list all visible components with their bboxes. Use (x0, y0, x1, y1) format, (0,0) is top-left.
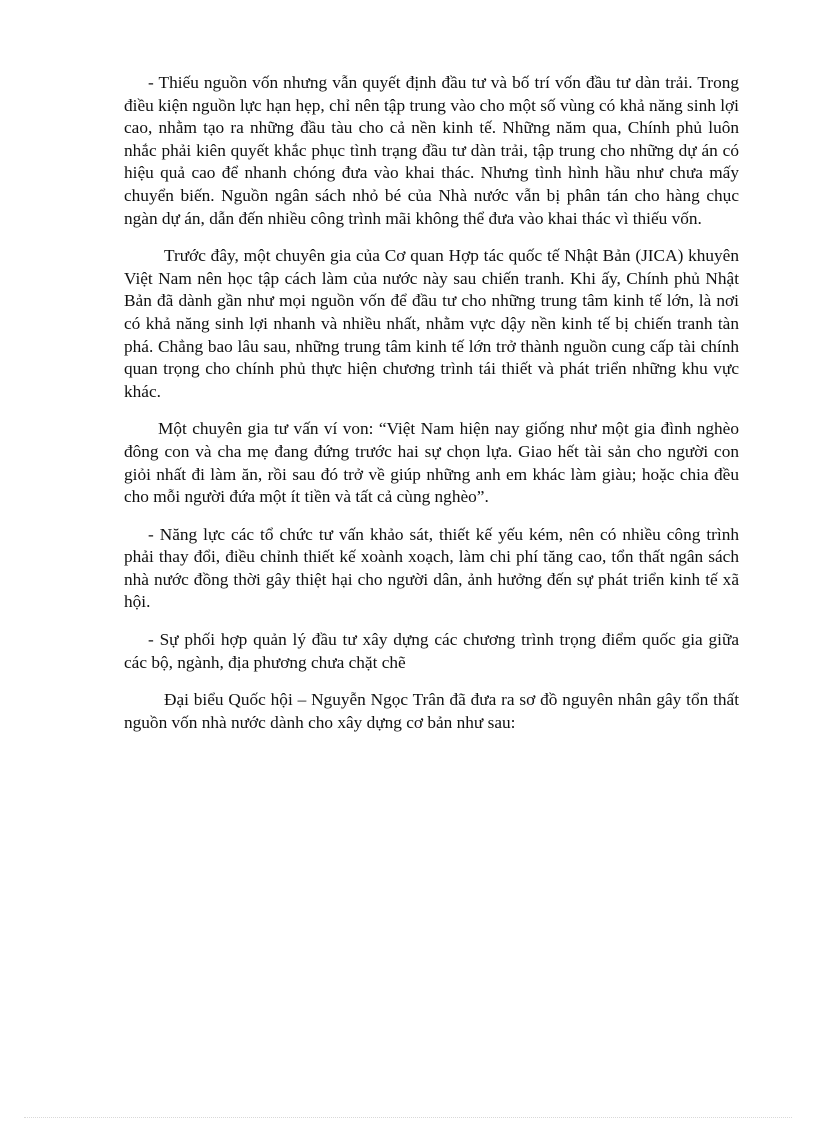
paragraph-dispersed-investment: - Thiếu nguồn vốn nhưng vẫn quyết định đầu tư và bố trí vốn đầu tư dàn trải. Trong điều kiện nguồn lực hạn hẹp, chỉ nên tập trung vào cho một số vùng có khả năng sinh lợi cao, nhằm tạo ra những đầu tàu cho cả nền kinh tế. Những năm qua, Chính phủ luôn nhắc phải kiên quyết khắc phục tình trạng đầu tư dàn trải, tập trung cho những dự án có hiệu quả cao để nhanh chóng đưa vào khai thác. Nhưng tình hình hầu như chưa mấy chuyển biến. Nguồn ngân sách nhỏ bé của Nhà nước vẫn bị phân tán cho hàng chục ngàn dự án, dẫn đến nhiều công trình mãi không thể đưa vào khai thác vì thiếu vốn. (124, 73, 739, 228)
document-body (124, 72, 739, 749)
paragraph-expert-quote: Một chuyên gia tư vấn ví von: “Việt Nam hiện nay giống như một gia đình nghèo đông con và cha mẹ đang đứng trước hai sự chọn lựa. Giao hết tài sản cho người con giỏi nhất đi làm ăn, rồi sau đó trở về giúp những anh em khác làm giàu; hoặc chia đều cho mỗi người đứa một ít tiền và tất cả cùng nghèo”. (124, 419, 739, 507)
paragraph-coordination: - Sự phối hợp quản lý đầu tư xây dựng các chương trình trọng điểm quốc gia giữa các bộ, ngành, địa phương chưa chặt chẽ (124, 630, 739, 672)
paragraph-jica-advice: Trước đây, một chuyên gia của Cơ quan Hợp tác quốc tế Nhật Bản (JICA) khuyên Việt Nam nên học tập cách làm của nước này sau chiến tranh. Khi ấy, Chính phủ Nhật Bản đã dành gần như mọi nguồn vốn để đầu tư cho những trung tâm kinh tế lớn, là nơi có khả năng sinh lợi nhanh và nhiều nhất, nhằm vực dậy nền kinh tế bị chiến tranh tàn phá. Chẳng bao lâu sau, những trung tâm kinh tế lớn trở thành nguồn cung cấp tài chính quan trọng cho chính phủ thực hiện chương trình tái thiết và phát triển những khu vực khác. (124, 246, 739, 401)
page-bottom-border (24, 1117, 792, 1118)
paragraph-diagram-intro: Đại biểu Quốc hội – Nguyễn Ngọc Trân đã đưa ra sơ đồ nguyên nhân gây tổn thất nguồn vốn nhà nước dành cho xây dựng cơ bản như sau: (124, 690, 739, 732)
paragraph-consultant-capacity: - Năng lực các tổ chức tư vấn khảo sát, thiết kế yếu kém, nên có nhiều công trình phải thay đổi, điều chỉnh thiết kế xoành xoạch, làm chi phí tăng cao, tổn thất ngân sách nhà nước đồng thời gây thiệt hại cho người dân, ảnh hưởng đến sự phát triển kinh tế xã hội. (124, 524, 739, 612)
